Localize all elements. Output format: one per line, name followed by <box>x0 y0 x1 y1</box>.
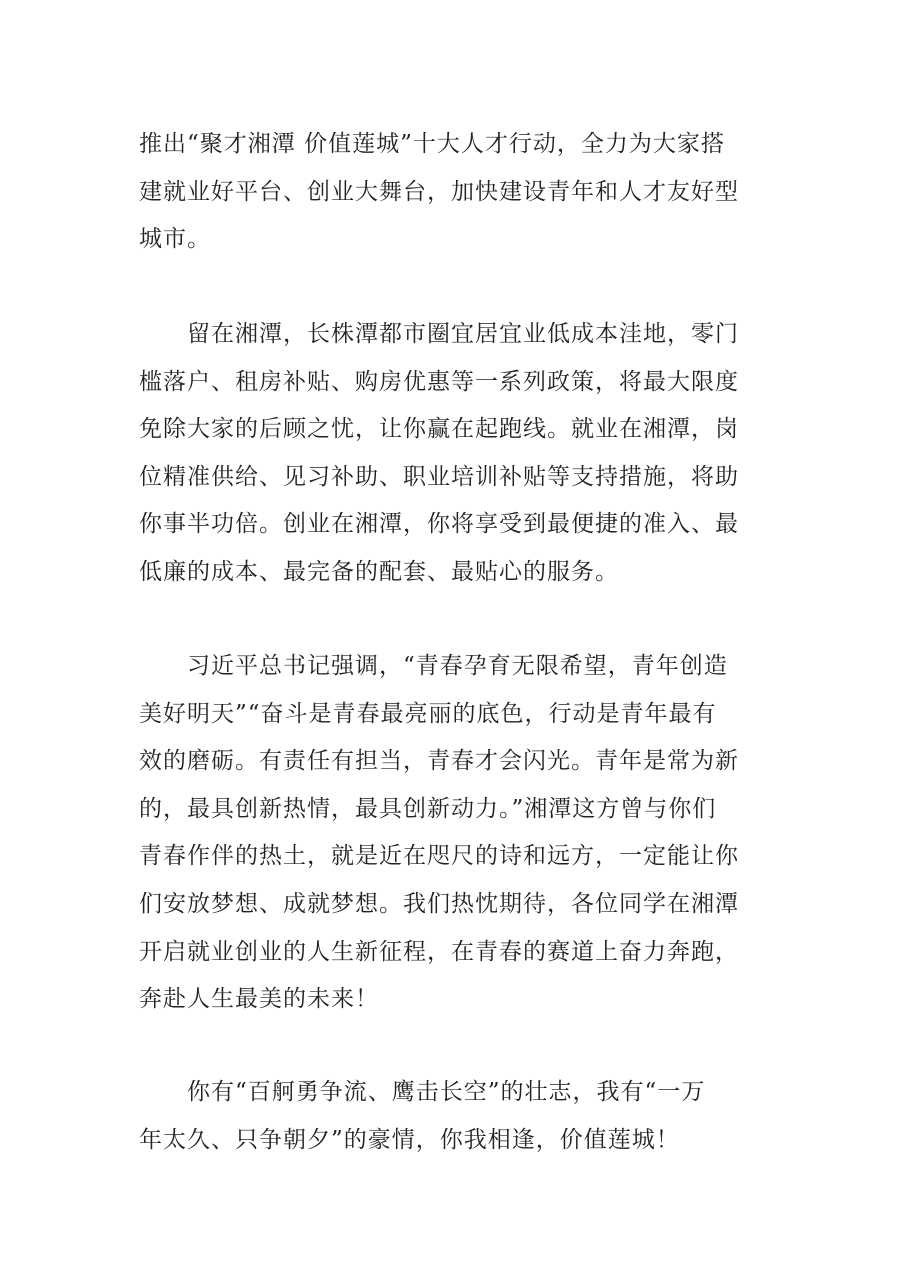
paragraph-line: 开启就业创业的人生新征程，在青春的赛道上奋力奔跑， <box>139 938 739 965</box>
paragraph-line: 你事半功倍。创业在湘潭，你将享受到最便捷的准入、最 <box>139 511 739 538</box>
paragraph-line: 年太久、只争朝夕”的豪情，你我相逢，价值莲城！ <box>139 1126 680 1153</box>
paragraph-line: 推出“聚才湘潭 价值莲城”十大人才行动，全力为大家搭 <box>139 131 725 157</box>
paragraph-line: 效的磨砺。有责任有担当，青春才会闪光。青年是常为新 <box>139 748 739 775</box>
paragraph-line: 的，最具创新热情，最具创新动力。”湘潭这方曾与你们 <box>139 795 717 822</box>
paragraph-talent-action <box>139 121 779 264</box>
paragraph-line: 们安放梦想、成就梦想。我们热忱期待，各位同学在湘潭 <box>139 890 739 917</box>
paragraph-line: 奔赴人生最美的未来！ <box>139 986 379 1013</box>
paragraph-line: 留在湘潭，长株潭都市圈宜居宜业低成本洼地，零门 <box>187 321 739 347</box>
paragraph-line: 你有“百舸勇争流、鹰击长空”的壮志，我有“一万 <box>187 1079 706 1105</box>
paragraph-line: 位精准供给、见习补助、职业培训补贴等支持措施，将助 <box>139 463 739 490</box>
paragraph-line: 低廉的成本、最完备的配套、最贴心的服务。 <box>139 558 619 585</box>
paragraph-line: 建就业好平台、创业大舞台，加快建设青年和人才友好型 <box>139 178 739 205</box>
paragraph-stay-in-xiangtan <box>139 311 779 597</box>
paragraph-line: 习近平总书记强调，“青春孕育无限希望，青年创造 <box>187 653 728 679</box>
paragraph-line: 免除大家的后顾之忧，让你赢在起跑线。就业在湘潭，岗 <box>139 416 739 443</box>
paragraph-line: 青春作伴的热土，就是近在咫尺的诗和远方，一定能让你 <box>139 843 739 870</box>
paragraph-line: 城市。 <box>139 226 211 253</box>
paragraph-line: 槛落户、租房补贴、购房优惠等一系列政策，将最大限度 <box>139 368 739 395</box>
paragraph-line: 美好明天”“奋斗是青春最亮丽的底色，行动是青年最有 <box>139 700 717 727</box>
paragraph-closing <box>139 1069 779 1164</box>
paragraph-quote <box>139 643 779 1024</box>
